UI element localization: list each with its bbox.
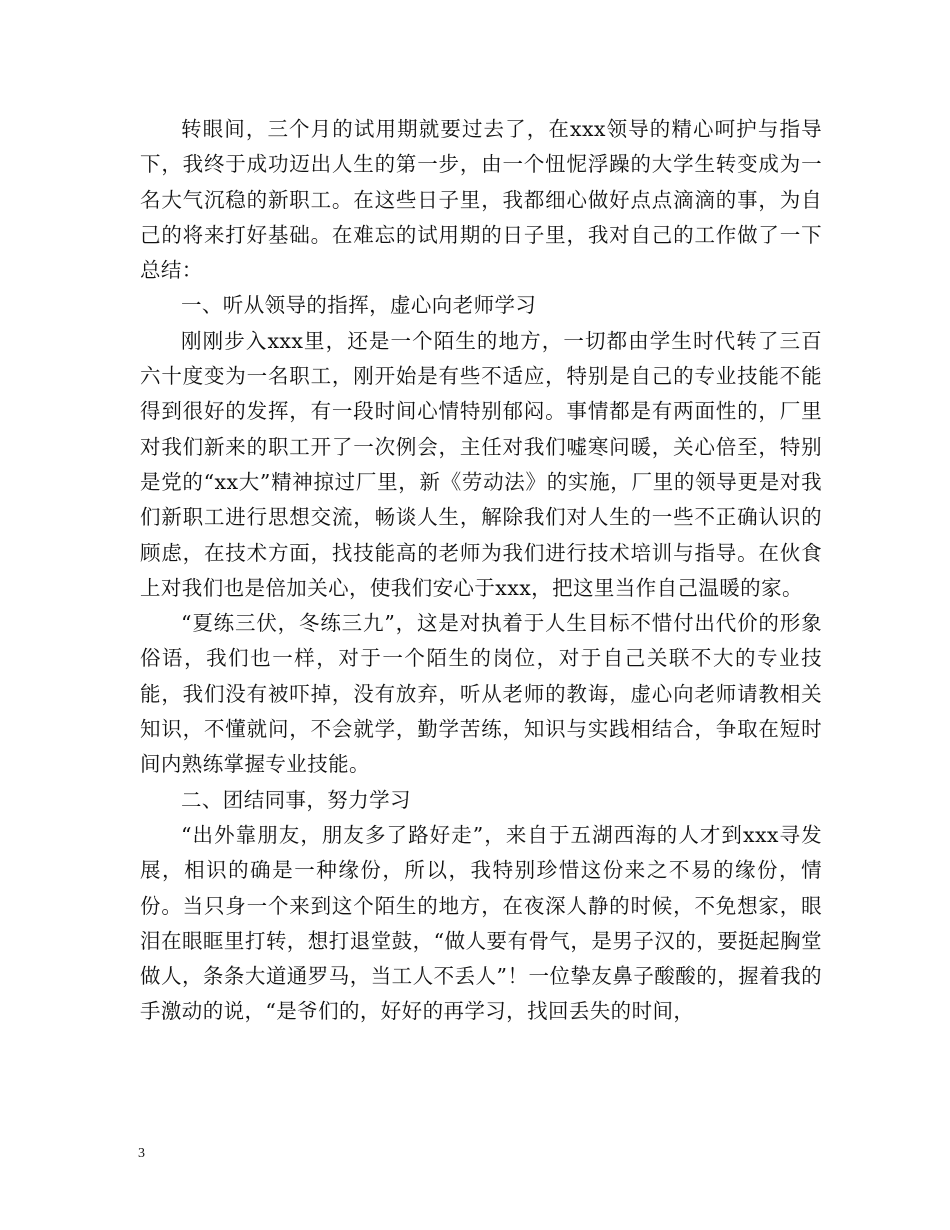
- paragraph-section-1-a: 刚刚步入xxx里，还是一个陌生的地方，一切都由学生时代转了三百六十度变为一名职工，刚开始是有些不适应，特别是自己的专业技能不能得到很好的发挥，有一段时间心情特别郁闷。事情都是有两面性的，厂里对我们新来的职工开了一次例会，主任对我们嘘寒问暖，关心倍至，特别是党的“xx大”精神掠过厂里，新《劳动法》的实施，厂里的领导更是对我们新职工进行思想交流，畅谈人生，解除我们对人生的一些不正确认识的顾虑，在技术方面，找技能高的老师为我们进行技术培训与指导。在伙食上对我们也是倍加关心，使我们安心于xxx，把这里当作自己温暖的家。: [140, 328, 822, 600]
- section-heading-1: 一、听从领导的指挥，虚心向老师学习: [181, 293, 537, 318]
- document-body: [140, 112, 822, 1030]
- paragraph-intro: 转眼间，三个月的试用期就要过去了，在xxx领导的精心呵护与指导下，我终于成功迈出人生的第一步，由一个忸怩浮躁的大学生转变成为一名大气沉稳的新职工。在这些日子里，我都细心做好点点滴滴的事，为自己的将来打好基础。在难忘的试用期的日子里，我对自己的工作做了一下总结：: [140, 117, 822, 283]
- section-heading-2: 二、团结同事，努力学习: [181, 787, 411, 812]
- paragraph-section-1-b: “夏练三伏，冬练三九”，这是对执着于人生目标不惜付出代价的形象俗语，我们也一样，对于一个陌生的岗位，对于自己关联不大的专业技能，我们没有被吓掉，没有放弃，听从老师的教诲，虚心向老师请教相关知识，不懂就问，不会就学，勤学苦练，知识与实践相结合，争取在短时间内熟练掌握专业技能。: [140, 611, 822, 777]
- page-number: 3: [138, 1146, 145, 1161]
- paragraph-section-2-a: “出外靠朋友，朋友多了路好走”，来自于五湖西海的人才到xxx寻发展，相识的确是一种缘份，所以，我特别珍惜这份来之不易的缘份，情份。当只身一个来到这个陌生的地方，在夜深人静的时候，不免想家，眼泪在眼眶里打转，想打退堂鼓，“做人要有骨气，是男子汉的，要挺起胸堂做人，条条大道通罗马，当工人不丢人”！一位挚友鼻子酸酸的，握着我的手激动的说，“是爷们的，好好的再学习，找回丢失的时间，: [140, 822, 822, 1024]
